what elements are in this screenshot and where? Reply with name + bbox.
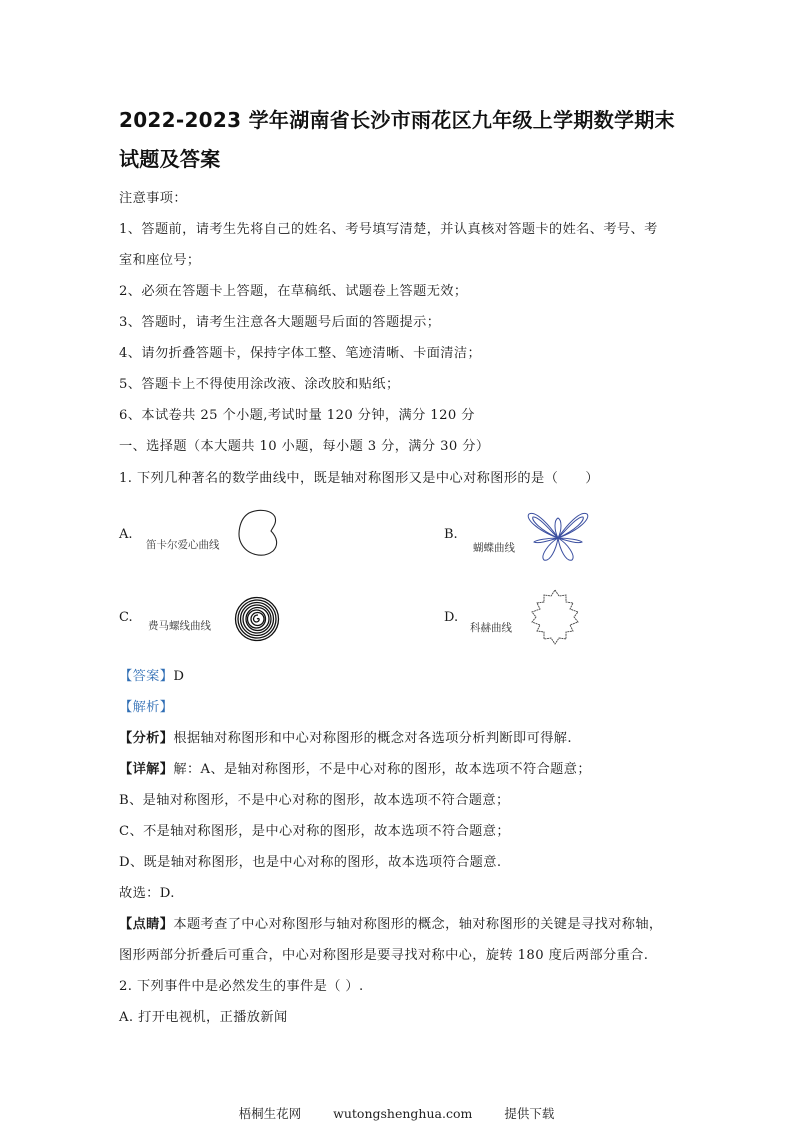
option-a-caption: 笛卡尔爱心曲线 [146,539,220,551]
answer-label: 【答案】 [119,669,174,684]
notice-item: 室和座位号； [119,253,201,268]
option-c-letter: C. [119,610,133,625]
analysis-line [119,696,173,715]
notice-heading: 注意事项： [119,191,187,206]
xiangjie-line [119,758,591,777]
option-c-caption: 费马螺线曲线 [148,620,211,632]
footer-download: 提供下载 [504,1106,555,1121]
answer-value: D [173,669,185,684]
notice-item: 4、请勿折叠答题卡，保持字体工整、笔迹清晰、卡面清洁； [119,346,482,361]
page-footer [0,1104,793,1122]
xiangjie-line: D、既是轴对称图形，也是中心对称的图形，故本选项符合题意. [119,855,502,870]
question-1-stem: 1. 下列几种著名的数学曲线中，既是轴对称图形又是中心对称图形的是（ ） [119,471,599,486]
dianjing-text: 本题考查了中心对称图形与轴对称图形的概念，轴对称图形的关键是寻找对称轴， [173,917,663,932]
fermat-spiral-icon [234,596,280,642]
option-b-letter: B. [444,527,458,542]
xiangjie-label: 【详解】 [119,762,174,777]
notice-item: 3、答题时，请考生注意各大题题号后面的答题提示； [119,315,441,330]
dianjing-label: 【点睛】 [119,917,174,932]
question-2-option-a: A. 打开电视机，正播放新闻 [119,1010,288,1025]
butterfly-curve-icon [526,508,590,562]
analysis-label: 【解析】 [119,700,174,715]
notice-item: 5、答题卡上不得使用涂改液、涂改胶和贴纸； [119,377,400,392]
koch-snowflake-icon [526,588,584,646]
cardioid-curve-icon [235,507,285,559]
dianjing-line: 图形两部分折叠后可重合，中心对称图形是要寻找对称中心，旋转 180 度后两部分重合. [119,948,649,963]
fenxi-label: 【分析】 [119,731,174,746]
xiangjie-line: C、不是轴对称图形，是中心对称的图形，故本选项不符合题意； [119,824,510,839]
notice-item: 1、答题前，请考生先将自己的姓名、考号填写清楚，并认真核对答题卡的姓名、考号、考 [119,222,658,237]
option-d-caption: 科赫曲线 [470,622,512,634]
question-2-stem: 2. 下列事件中是必然发生的事件是（ ）. [119,979,364,994]
fenxi-text: 根据轴对称图形和中心对称图形的概念对各选项分析判断即可得解. [173,731,572,746]
footer-site-name: 梧桐生花网 [238,1106,302,1121]
dianjing-line [119,913,663,932]
footer-domain-link[interactable]: wutongshenghua.com [333,1106,473,1121]
choice-line: 故选：D. [119,886,175,901]
section-heading: 一、选择题（本大题共 10 小题，每小题 3 分，满分 30 分） [119,439,490,454]
fenxi-line [119,727,572,746]
xiangjie-line: B、是轴对称图形，不是中心对称的图形，故本选项不符合题意； [119,793,510,808]
xiangjie-text: 解：A、是轴对称图形，不是中心对称的图形，故本选项不符合题意； [173,762,591,777]
document-title-line1: 2022-2023 学年湖南省长沙市雨花区九年级上学期数学期末 [119,108,675,132]
option-b-caption: 蝴蝶曲线 [473,542,515,554]
answer-line [119,665,184,684]
notice-item: 2、必须在答题卡上答题，在草稿纸、试题卷上答题无效； [119,284,468,299]
option-a-letter: A. [119,527,133,542]
notice-item: 6、本试卷共 25 个小题,考试时量 120 分钟，满分 120 分 [119,408,475,423]
document-title-line2: 试题及答案 [119,147,221,171]
option-d-letter: D. [444,610,459,625]
